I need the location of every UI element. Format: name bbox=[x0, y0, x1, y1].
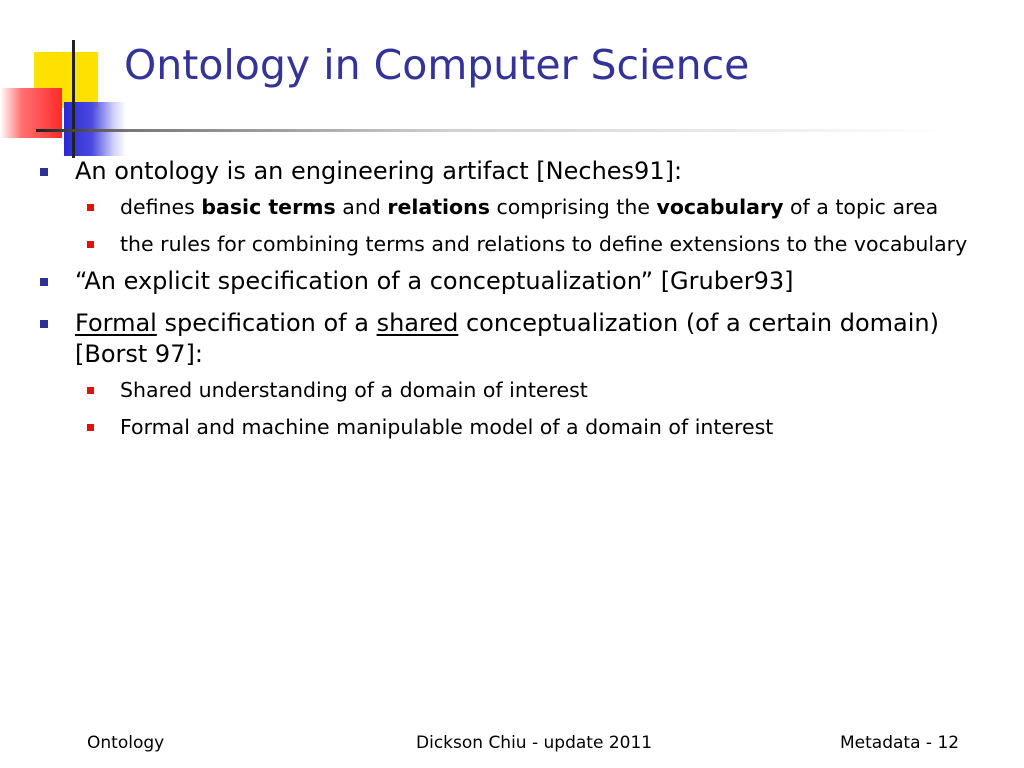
sub-bullet-shared-understanding bbox=[34, 375, 994, 406]
sub-bullet-text-part: and bbox=[335, 195, 388, 219]
sub-bullet-rules bbox=[34, 229, 994, 260]
sub-bullet-text-part: defines bbox=[120, 195, 202, 219]
underlined-term-formal: Formal bbox=[75, 309, 157, 337]
sub-bullet-defines bbox=[34, 192, 994, 223]
sub-bullet-text-part: of a topic area bbox=[783, 195, 939, 219]
footer-left: Ontology bbox=[87, 733, 165, 753]
sub-bullet-text: Shared understanding of a domain of interest bbox=[120, 378, 588, 402]
square-bullet-icon bbox=[40, 320, 48, 328]
square-bullet-icon bbox=[40, 168, 48, 176]
quote-text: An explicit specification of a conceptualization bbox=[84, 267, 641, 295]
slide-content bbox=[34, 156, 994, 449]
logo-vertical-line bbox=[72, 40, 75, 158]
bullet-text: An ontology is an engineering artifact [Neches91]: bbox=[75, 157, 683, 185]
square-bullet-icon bbox=[40, 278, 48, 286]
bullet-text-part: conceptualization (of a certain domain) [Borst 97]: bbox=[75, 309, 939, 368]
footer-page-number: Metadata - 12 bbox=[840, 733, 960, 753]
sub-bullet-formal-model bbox=[34, 412, 994, 443]
open-quote: “ bbox=[75, 267, 85, 295]
slide-title: Ontology in Computer Science bbox=[124, 41, 750, 89]
bullet-item-borst bbox=[34, 308, 994, 370]
bullet-item-gruber bbox=[34, 266, 994, 297]
underlined-term-shared: shared bbox=[376, 309, 459, 337]
square-bullet-icon bbox=[87, 241, 94, 248]
sub-bullet-text: the rules for combining terms and relations to define extensions to the vocabulary bbox=[120, 232, 968, 256]
square-bullet-icon bbox=[87, 204, 94, 211]
bold-term-relations: relations bbox=[387, 195, 490, 219]
bullet-text-part: specification of a bbox=[156, 309, 377, 337]
citation: [Gruber93] bbox=[653, 267, 794, 295]
close-quote: ” bbox=[640, 267, 654, 295]
sub-bullet-text: Formal and machine manipulable model of a domain of interest bbox=[120, 415, 774, 439]
bold-term-basic-terms: basic terms bbox=[201, 195, 336, 219]
sub-bullet-text-part: comprising the bbox=[489, 195, 657, 219]
square-bullet-icon bbox=[87, 424, 94, 431]
bold-term-vocabulary: vocabulary bbox=[656, 195, 784, 219]
bullet-item-neches bbox=[34, 156, 994, 187]
corner-logo bbox=[0, 0, 140, 165]
square-bullet-icon bbox=[87, 387, 94, 394]
title-divider bbox=[36, 129, 948, 132]
footer-center: Dickson Chiu - update 2011 bbox=[416, 733, 653, 753]
